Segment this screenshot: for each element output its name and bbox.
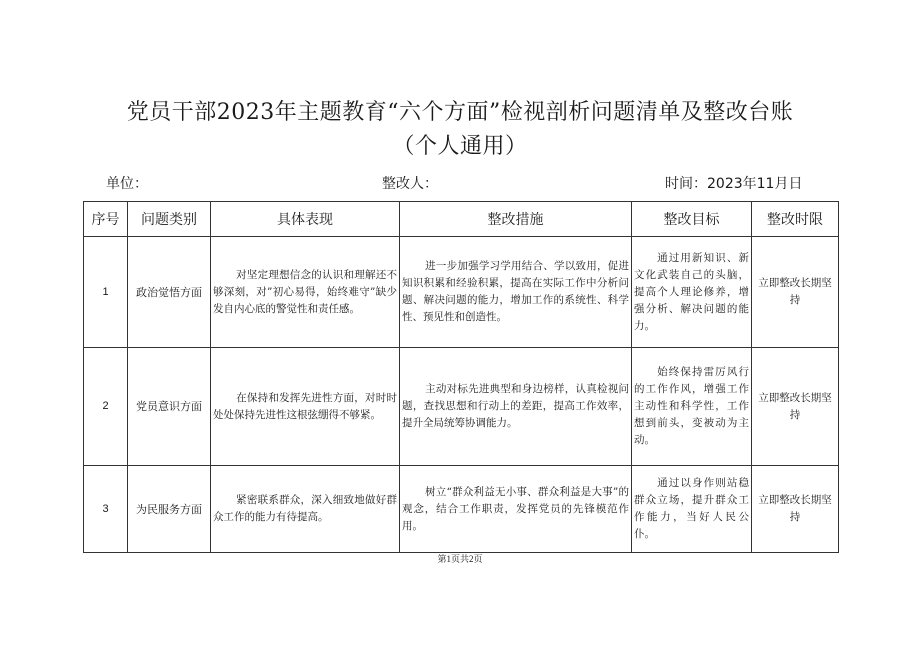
header-performance: 具体表现 [211, 202, 400, 237]
document-subtitle: （个人通用） [392, 134, 528, 159]
row-deadline: 立即整改长期坚持 [758, 277, 832, 306]
row-measures: 进一步加强学习学用结合、学以致用，促进知识积累和经验积累，提高在实际工作中分析问题、解决问题的能力，增加工作的系统性、科学性、预见性和创造性。 [402, 260, 629, 323]
header-goal: 整改目标 [632, 202, 752, 237]
row-measures: 主动对标先进典型和身边榜样，认真检视问题，查找思想和行动上的差距，提高工作效率，提升全局统筹协调能力。 [402, 383, 629, 429]
row-deadline: 立即整改长期坚持 [758, 391, 832, 421]
table-row [84, 237, 839, 348]
row-category: 为民服务方面 [128, 466, 211, 553]
header-no: 序号 [84, 202, 128, 237]
unit-label: 单位： [106, 176, 148, 192]
row-goal: 通过用新知识、新文化武装自己的头脑，提高个人理论修养，增强分析、解决问题的能力。 [634, 251, 749, 332]
time-label: 时间：2023年11月日 [665, 176, 803, 192]
row-category: 党员意识方面 [128, 348, 211, 466]
table-row [84, 348, 839, 466]
rectifier-label: 整改人： [382, 176, 438, 192]
row-goal: 始终保持雷厉风行的工作作风，增强工作主动性和科学性，工作想到前头，变被动为主动。 [634, 366, 749, 446]
header-category: 问题类别 [128, 202, 211, 237]
table-header-row [84, 202, 839, 237]
row-deadline: 立即整改长期坚持 [758, 494, 832, 523]
row-measures: 树立“群众利益无小事、群众利益是大事”的观念，结合工作职责，发挥党员的先锋模范作用。 [402, 485, 629, 532]
row-no: 2 [84, 348, 128, 466]
page-number: 第1页共2页 [437, 554, 483, 564]
row-performance: 在保持和发挥先进性方面，对时时处处保持先进性这根弦绷得不够紧。 [213, 391, 397, 421]
row-goal: 通过以身作则站稳群众立场，提升群众工作能力，当好人民公仆。 [634, 477, 749, 540]
row-performance: 紧密联系群众，深入细致地做好群众工作的能力有待提高。 [213, 494, 397, 523]
row-performance: 对坚定理想信念的认识和理解还不够深刻，对”初心易得，始终难守”缺少发自内心底的警觉性和责任感。 [213, 268, 397, 315]
row-no: 3 [84, 466, 128, 553]
header-measures: 整改措施 [400, 202, 632, 237]
row-category: 政治觉悟方面 [128, 237, 211, 348]
header-deadline: 整改时限 [752, 202, 839, 237]
rectification-table [83, 201, 839, 553]
document-title: 党员干部2023年主题教育“六个方面”检视剖析问题清单及整改台账 [126, 100, 794, 125]
table-row [84, 466, 839, 553]
row-no: 1 [84, 237, 128, 348]
